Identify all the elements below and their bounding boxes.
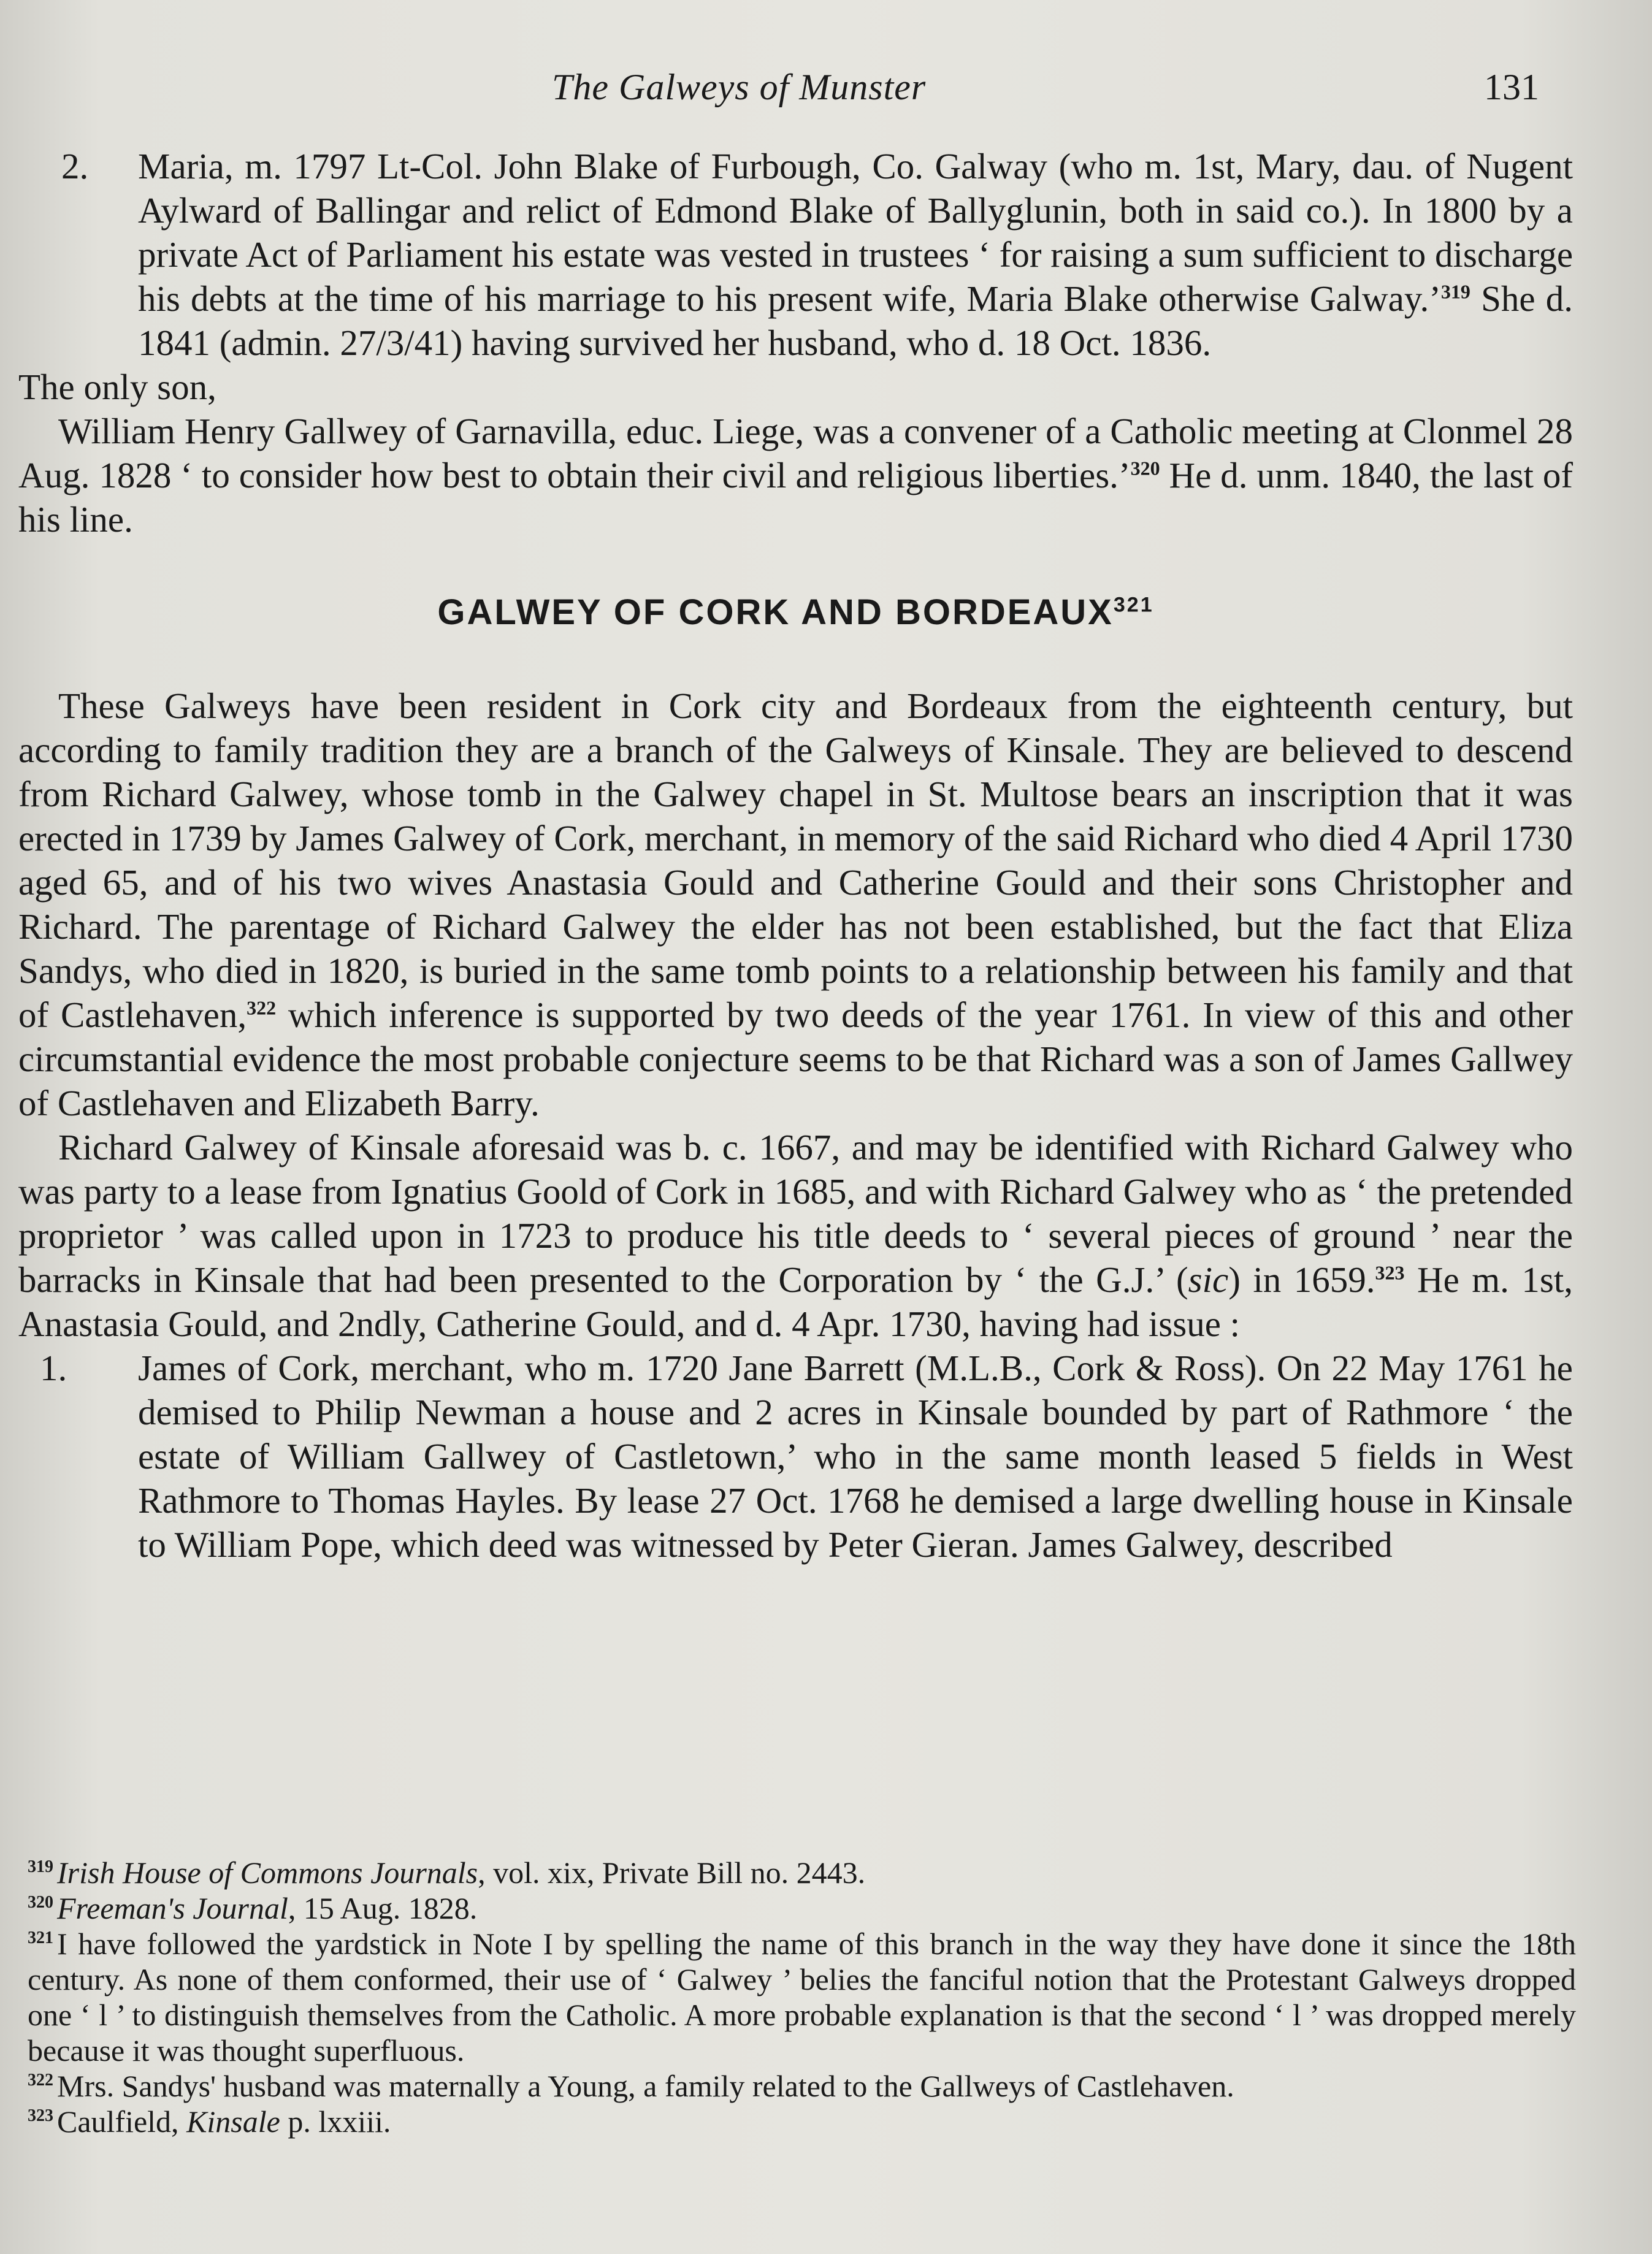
footnote-320 <box>28 1890 1576 1926</box>
footnote-ref-323[interactable]: 323 <box>1375 1261 1405 1284</box>
item-text-tail: She d. 1841 (admin. 27/3/41) having survived her husband, who d. 18 Oct. 1836. <box>138 278 1574 363</box>
footnote-title: Irish House of Commons Journals <box>57 1855 478 1890</box>
footnote-mark: 320 <box>28 1893 53 1912</box>
item-number: 1. <box>40 1348 67 1388</box>
footnote-mark: 322 <box>28 2071 53 2090</box>
section-paragraph-2 <box>18 1125 1573 1346</box>
paragraph-1-text: These Galweys have been resident in Cork city and Bordeaux from the eighteenth century, but according to family tradition they are a branch of the Galweys of Kinsale. They are believed to descend from Richard Galwey, whose tomb in the Galwey chapel in St. Multose bears an inscription that it was erected in 1739 by James Galwey of Cork, merchant, in memory of the said Richard who died 4 April 1730 aged 65, and of his two wives Anastasia Gould and Catherine Gould and their sons Christopher and Richard. The parentage of Richard Galwey the elder has not been established, but the fact that Eliza Sandys, who died in 1820, is buried in the same tomb points to a relationship between his family and that of Castlehaven, <box>18 686 1573 1035</box>
running-title: The Galweys of Munster <box>552 67 927 107</box>
item-number: 2. <box>61 146 89 186</box>
footnote-319 <box>28 1855 1576 1890</box>
item-text <box>138 144 1573 365</box>
issue-item-1 <box>18 1346 1573 1567</box>
footnote-ref-320[interactable]: 320 <box>1130 457 1160 479</box>
footnote-title: Freeman's Journal <box>57 1891 288 1925</box>
paragraph-2-mid: ) in 1659. <box>1228 1259 1375 1300</box>
footnote-ref-319[interactable]: 319 <box>1440 280 1470 303</box>
section-heading <box>18 590 1573 635</box>
footnote-ref-322[interactable]: 322 <box>247 996 277 1019</box>
footnote-text: , vol. xix, Private Bill no. 2443. <box>478 1855 866 1890</box>
paragraph-1-tail: which inference is supported by two deeds of the year 1761. In view of this and other circumstantial evidence the most probable conjecture seems to be that Richard was a son of James Gallwey of Castlehaven and Elizabeth Barry. <box>18 995 1573 1123</box>
issue-item-2 <box>18 144 1573 365</box>
footnotes <box>28 1855 1576 2139</box>
section-paragraph-1 <box>18 684 1573 1125</box>
paragraph-2-text: Richard Galwey of Kinsale aforesaid was b. c. 1667, and may be identified with Richard Galwey who was party to a lease from Ignatius Goold of Cork in 1685, and with Richard Galwey who as ‘ the pretended proprietor ’ was called upon in 1723 to produce his title deeds to ‘ several pieces of ground ’ near the barracks in Kinsale that had been presented to the Corporation by ‘ the G.J.’ ( <box>18 1127 1573 1300</box>
footnote-323 <box>28 2104 1576 2139</box>
paragraph-2-tail: He m. 1st, Anastasia Gould, and 2ndly, Catherine Gould, and d. 4 Apr. 1730, having had issue : <box>18 1259 1573 1344</box>
page-header <box>0 66 1652 121</box>
footnote-title: Kinsale <box>186 2104 280 2139</box>
footnote-321 <box>28 1926 1576 2068</box>
footnote-mark: 319 <box>28 1857 53 1877</box>
item-text: James of Cork, merchant, who m. 1720 Jane Barrett (M.L.B., Cork & Ross). On 22 May 1761 he demised to Philip Newman a house and 2 acres in Kinsale bounded by part of Rathmore ‘ the estate of William Gallwey of Castletown,’ who in the same month leased 5 fields in West Rathmore to Thomas Hayles. By lease 27 Oct. 1768 he demised a large dwelling house in Kinsale to William Pope, which deed was witnessed by Peter Gieran. James Galwey, described <box>138 1348 1573 1565</box>
footnote-text: p. lxxiii. <box>280 2104 391 2139</box>
footnote-322 <box>28 2068 1576 2104</box>
main-text <box>18 144 1573 1567</box>
item-text-body: Maria, m. 1797 Lt-Col. John Blake of Furbough, Co. Galway (who m. 1st, Mary, dau. of Nugent Aylward of Ballingar and relict of Edmond Blake of Ballyglunin, both in said co.). In 1800 by a private Act of Parliament his estate was vested in trustees ‘ for raising a sum sufficient to discharge his debts at the time of his marriage to his present wife, Maria Blake otherwise Galway.’ <box>138 146 1573 319</box>
footnote-text: Mrs. Sandys' husband was maternally a Young, a family related to the Gallweys of Castlehaven. <box>57 2069 1234 2103</box>
only-son-intro: The only son, <box>18 367 216 407</box>
footnote-text: I have followed the yardstick in Note I by spelling the name of this branch in the way they have done it since the 18th century. As none of them conformed, their use of ‘ Galwey ’ belies the fanciful notion that the Protestant Galweys dropped one ‘ l ’ to distinguish themselves from the Catholic. A more probable explanation is that the second ‘ l ’ was dropped merely because it was thought superfluous. <box>28 1927 1576 2068</box>
only-son-tail: He d. unm. 1840, the last of his line. <box>18 455 1573 540</box>
footnote-text: , 15 Aug. 1828. <box>288 1891 478 1925</box>
footnote-text-pre: Caulfield, <box>57 2104 187 2139</box>
only-son-paragraph <box>18 409 1573 541</box>
section-heading-text: GALWEY OF CORK AND BORDEAUX <box>437 592 1114 632</box>
footnote-mark: 323 <box>28 2106 53 2126</box>
only-son-text: William Henry Gallwey of Garnavilla, educ. Liege, was a convener of a Catholic meeting at Clonmel 28 Aug. 1828 ‘ to consider how best to obtain their civil and religious liberties.’ <box>18 411 1573 495</box>
footnote-mark: 321 <box>28 1928 53 1948</box>
footnote-ref-321[interactable]: 321 <box>1113 593 1154 617</box>
sic-italic: sic <box>1188 1259 1229 1300</box>
page-number: 131 <box>1484 67 1539 107</box>
